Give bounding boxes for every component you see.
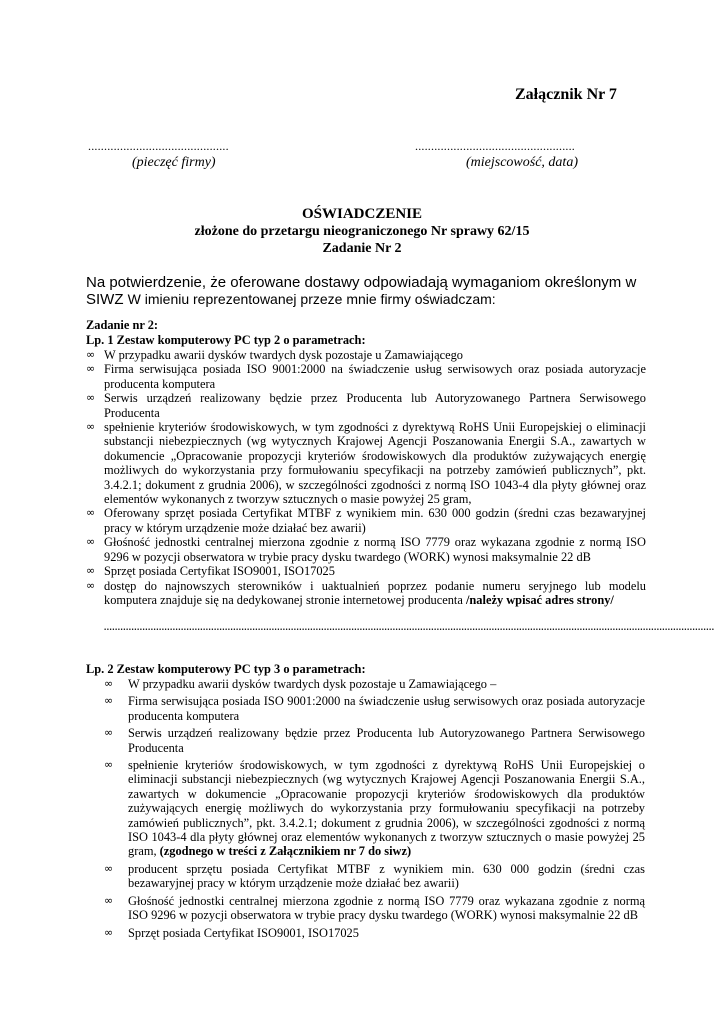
- section2-list: [104, 677, 645, 943]
- infinity-bullet-icon: ∞: [104, 758, 114, 772]
- list-item-text: spełnienie kryteriów środowiskowych, w tym zgodności z dyrektywą RoHS Unii Europejskiej o eliminacji substancji niebezpiecznych (wg wytycznych Krajowej Agencji Poszanowania Energii S.A., zawartych w dokumencie „Opracowanie propozycji kryteriów środowiskowych dla produktów zużywających energię możliwych do wykorzystania przy formułowaniu specyfikacji na potrzeby zamówień publicznych”, pkt. 3.4.2.1; dokument z grudnia 2006), w szczególności zgodności z normą ISO 1043-4 dla płyty głównej oraz elementów wykonanych z tworzyw sztucznych o masie powyżej 25 gram,: [104, 420, 646, 507]
- list-item-text: W przypadku awarii dysków twardych dysk pozostaje u Zamawiającego –: [128, 677, 497, 691]
- list-item: [86, 579, 646, 608]
- infinity-bullet-icon: ∞: [86, 578, 96, 592]
- list-item: [104, 894, 645, 923]
- infinity-bullet-icon: ∞: [86, 391, 96, 405]
- list-item-text: Sprzęt posiada Certyfikat ISO9001, ISO17025: [128, 925, 359, 940]
- infinity-bullet-icon: ∞: [104, 893, 114, 907]
- intro-paragraph: [86, 274, 646, 308]
- list-item-text: Głośność jednostki centralnej mierzona zgodnie z normą ISO 7779 oraz wykazana zgodnie z normą ISO 9296 w pozycji obserwatora w trybie pracy dysku twardego (WORK) wynosi maksymalnie 22 dB: [104, 535, 646, 564]
- list-item-text: dostęp do najnowszych sterowników i uaktualnień poprzez podanie numeru seryjnego lub modelu komputera znajduje się na dedykowanej stronie internetowej producenta: [104, 578, 646, 607]
- place-date-dotted-line: ..................................................: [415, 139, 575, 153]
- section1-heading: Lp. 1 Zestaw komputerowy PC typ 2 o parametrach:: [86, 333, 366, 347]
- list-item: [86, 420, 646, 506]
- infinity-bullet-icon: ∞: [86, 564, 96, 578]
- list-item: [86, 564, 646, 578]
- list-item: [104, 758, 645, 859]
- list-item-text: Serwis urządzeń realizowany będzie przez Producenta lub Autoryzowanego Partnera Serwisowego Producenta: [104, 391, 646, 420]
- separator-dotted-line: ..............................................................................................................................................................................................................................: [104, 622, 715, 632]
- list-item: [104, 694, 645, 723]
- website-placeholder: /należy wpisać adres strony/: [465, 592, 614, 607]
- stamp-caption: (pieczęć firmy): [132, 155, 216, 170]
- infinity-bullet-icon: ∞: [104, 925, 114, 939]
- list-item-text: Firma serwisująca posiada ISO 9001:2000 na świadczenie usług serwisowych oraz posiada autoryzacje producenta komputera: [128, 694, 645, 723]
- list-item-text: Firma serwisująca posiada ISO 9001:2000 na świadczenie usług serwisowych oraz posiada autoryzacje producenta komputera: [104, 362, 646, 391]
- place-date-caption: (miejscowość, data): [466, 155, 578, 170]
- list-item: [86, 506, 646, 535]
- list-item: [104, 726, 645, 755]
- infinity-bullet-icon: ∞: [86, 362, 96, 376]
- attachment-label: Załącznik Nr 7: [515, 86, 617, 103]
- infinity-bullet-icon: ∞: [104, 861, 114, 875]
- list-item: [86, 535, 646, 564]
- intro-text-part1: Na potwierdzenie, że oferowane dostawy odpowiadają wymaganiom określonym w SIWZ: [86, 274, 637, 308]
- section1-task-label: Zadanie nr 2:: [86, 318, 159, 332]
- section1-list: [86, 348, 646, 607]
- list-item: [86, 362, 646, 391]
- infinity-bullet-icon: ∞: [86, 348, 96, 361]
- list-item: [104, 926, 645, 940]
- infinity-bullet-icon: ∞: [104, 726, 114, 740]
- document-title: OŚWIADCZENIE: [301, 206, 423, 222]
- document-subtitle: złożone do przetargu nieograniczonego Nr sprawy 62/15: [194, 224, 530, 239]
- list-item-text: Oferowany sprzęt posiada Certyfikat MTBF z wynikiem min. 630 000 godzin (średni czas bezawaryjnej pracy w którym urządzenie może działać bez awarii): [104, 506, 646, 535]
- infinity-bullet-icon: ∞: [86, 506, 96, 520]
- infinity-bullet-icon: ∞: [104, 677, 114, 690]
- infinity-bullet-icon: ∞: [104, 694, 114, 708]
- task-title: Zadanie Nr 2: [322, 241, 402, 256]
- list-item-text: Serwis urządzeń realizowany będzie przez Producenta lub Autoryzowanego Partnera Serwisowego Producenta: [128, 726, 645, 755]
- list-item: [104, 862, 645, 891]
- list-item-text: Sprzęt posiada Certyfikat ISO9001, ISO17025: [104, 564, 335, 579]
- intro-text-part2: W imieniu reprezentowanej przeze mnie firmy oświadczam:: [127, 291, 496, 307]
- list-item: [86, 348, 646, 362]
- list-item-text: W przypadku awarii dysków twardych dysk pozostaje u Zamawiającego: [104, 348, 463, 362]
- section2-heading: Lp. 2 Zestaw komputerowy PC typ 3 o parametrach:: [86, 662, 366, 676]
- list-item: [104, 677, 645, 691]
- infinity-bullet-icon: ∞: [86, 420, 96, 434]
- list-item-text: Głośność jednostki centralnej mierzona zgodnie z normą ISO 7779 oraz wykazana zgodnie z normą ISO 9296 w pozycji obserwatora w trybie pracy dysku twardego (WORK) wynosi maksymalnie 22 dB: [128, 893, 645, 923]
- list-item: [86, 391, 646, 420]
- list-item-text: spełnienie kryteriów środowiskowych, w tym zgodności z dyrektywą RoHS Unii Europejskiej o eliminacji substancji niebezpiecznych (wg wytycznych Krajowej Agencji Poszanowania Energii S.A., zawartych w dokumencie „Opracowanie propozycji kryteriów środowiskowych dla produktów zużywających energię możliwych do wykorzystania przy formułowaniu specyfikacji na potrzeby zamówień publicznych”, pkt. 3.4.2.1; dokument z grudnia 2006), w szczególności zgodności z normą ISO 1043-4 dla płyty głównej oraz elementów wykonanych z tworzyw sztucznych o masie powyżej 25 gram,: [128, 758, 645, 859]
- attachment-reference: (zgodnego w treści z Załącznikiem nr 7 do siwz): [159, 844, 412, 859]
- infinity-bullet-icon: ∞: [86, 535, 96, 549]
- stamp-dotted-line: ............................................: [88, 139, 229, 153]
- list-item-text: producent sprzętu posiada Certyfikat MTBF z wynikiem min. 630 000 godzin (średni czas bezawaryjnej pracy w którym urządzenie może działać bez awarii): [128, 861, 645, 891]
